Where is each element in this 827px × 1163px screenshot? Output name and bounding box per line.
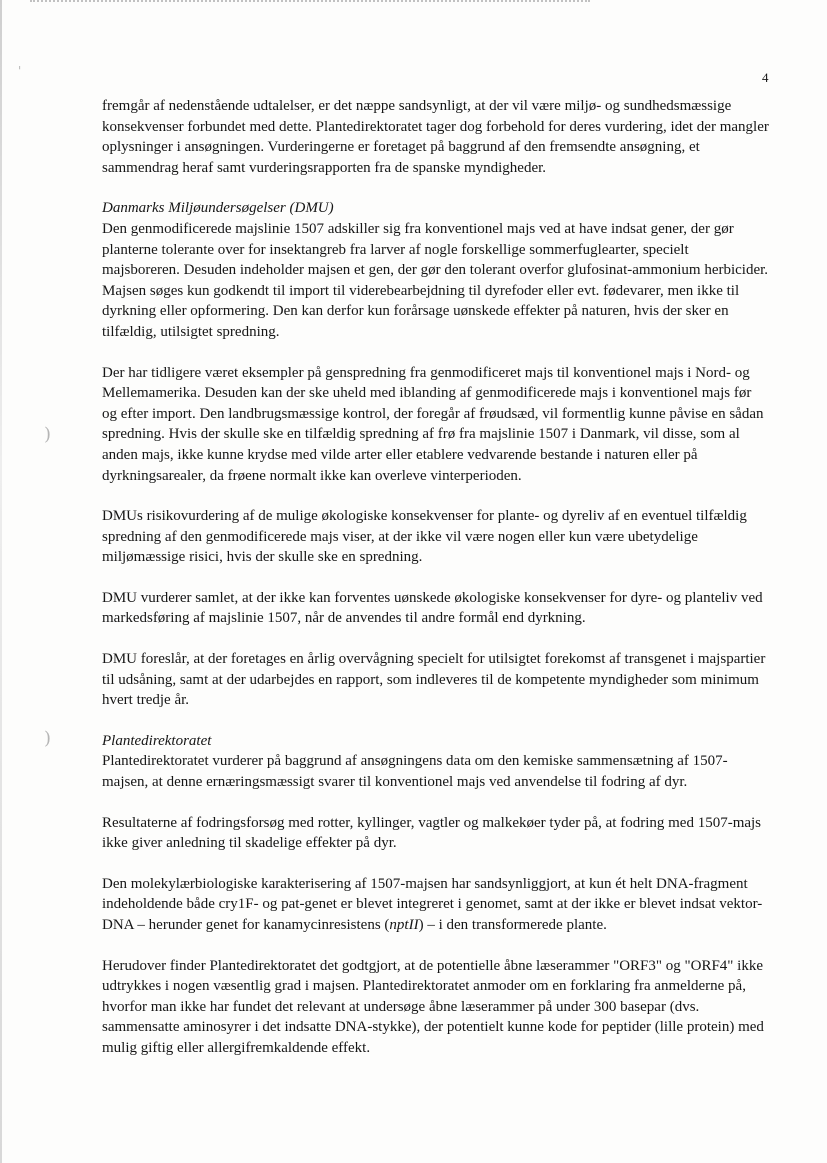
document-body	[102, 96, 770, 1079]
pd-heading: Plantedirektoratet	[102, 732, 212, 749]
pd-paragraph-1: Plantedirektoratet vurderer på baggrund af ansøgningens data om den kemiske sammensætning af 1507-majsen, at denne ernæringsmæssigt svarer til konventionel majs ved anvendelse til fodring af dyr.	[102, 753, 728, 791]
pd-section	[102, 731, 770, 793]
punch-hole-mark: )	[44, 728, 52, 749]
dmu-paragraph-4: DMU vurderer samlet, at der ikke kan forventes uønskede økologiske konsekvenser for dyre- og planteliv ved markedsføring af majslinie 1507, når de anvendes til andre formål end dyrkning.	[102, 589, 763, 627]
scan-edge-left	[0, 0, 2, 1163]
dmu-heading: Danmarks Miljøundersøgelser (DMU)	[102, 200, 334, 217]
intro-paragraph: fremgår af nedenstående udtalelser, er det næppe sandsynligt, at der vil være miljø- og sundhedsmæssige konsekvenser forbundet med dette. Plantedirektoratet tager dog forbehold for deres vurdering, idet der mangler oplysninger i ansøgningen. Vurderingerne er foretaget på baggrund af den fremsendte ansøgning, et sammendrag heraf samt vurderingsrapporten fra de spanske myndigheder.	[102, 98, 769, 176]
pd-paragraph-2: Resultaterne af fodringsforsøg med rotter, kyllinger, vagtler og malkekøer tyder på, at fodring med 1507-majs ikke giver anledning til skadelige effekter på dyr.	[102, 814, 762, 852]
dmu-paragraph-1: Den genmodificerede majslinie 1507 adskiller sig fra konventionel majs ved at have indsat gener, der gør planterne tolerante over for insektangreb fra larver af nogle forskellige sommerfuglearter, specielt majsboreren. Desuden indeholder majsen et gen, der gør den tolerant overfor glufosinat-ammonium herbicider. Majsen søges kun godkendt til import til viderebearbejdning til dyrefoder eller evt. fødevarer, men ikke til dyrkning eller opformering. Den kan derfor kun forårsage uønskede effekter på naturen, hvis der sker en tilfældig, utilsigtet spredning.	[102, 220, 769, 340]
dmu-paragraph-2: Der har tidligere været eksempler på genspredning fra genmodificeret majs til konventionel majs i Nord- og Mellemamerika. Desuden kan der ske uheld med iblanding af genmodificerede majs i konventionel majs før og efter import. Den landbrugsmæssige kontrol, der foregår af frøudsæd, vil formentlig kunne påvise en sådan spredning. Hvis der skulle ske en tilfældig spredning af frø fra majslinie 1507 i Danmark, vil disse, som al anden majs, ikke kunne krydse med vilde arter eller etablere vedvarende bestande i naturen eller på dyrkningsarealer, da frøene normalt ikke kan overleve vinterperioden.	[102, 364, 764, 484]
pd-paragraph-3-text-b: ) – i den transformerede plante.	[418, 917, 607, 933]
scan-edge-top	[30, 0, 590, 5]
dmu-paragraph-3: DMUs risikovurdering af de mulige økologiske konsekvenser for plante- og dyreliv af en eventuel tilfældig spredning af den genmodificerede majs viser, at der ikke vil være nogen eller kun være ubetydelige miljømæssige risici, hvis der skulle ske en spredning.	[102, 508, 747, 566]
punch-hole-mark: )	[44, 424, 52, 445]
scan-mark: '	[18, 64, 22, 78]
dmu-paragraph-5: DMU foreslår, at der foretages en årlig overvågning specielt for utilsigtet forekomst af transgenet i majspartier til udsåning, samt at der udarbejdes en rapport, som indleveres til de kompetente myndigheder som minimum hvert tredje år.	[102, 651, 766, 709]
pd-paragraph-4: Herudover finder Plantedirektoratet det godtgjort, at de potentielle åbne læserammer "ORF3" og "ORF4" ikke udtrykkes i nogen væsentlig grad i majsen. Plantedirektoratet anmoder om en forklaring fra anmelderne på, hvorfor man ikke har fundet det relevant at undersøge åbne læserammer på under 300 basepar (dvs. sammensatte aminosyrer i det indsatte DNA-stykke), der potentielt kunne kode for peptider (lille protein) med mulig giftig eller allergifremkaldende effekt.	[102, 957, 764, 1056]
dmu-section	[102, 198, 770, 342]
pd-paragraph-3-text-a: Den molekylærbiologiske karakterisering af 1507-majsen har sandsynliggjort, at kun ét helt DNA-fragment indeholdende både cry1F- og pat-genet er blevet integreret i genomet, samt at der ikke er blevet indsat vektor-DNA – herunder genet for kanamycinresistens (	[102, 875, 763, 933]
pd-paragraph-3	[102, 874, 770, 936]
page-number: 4	[762, 70, 769, 85]
gene-name-nptii: nptII	[389, 917, 419, 933]
